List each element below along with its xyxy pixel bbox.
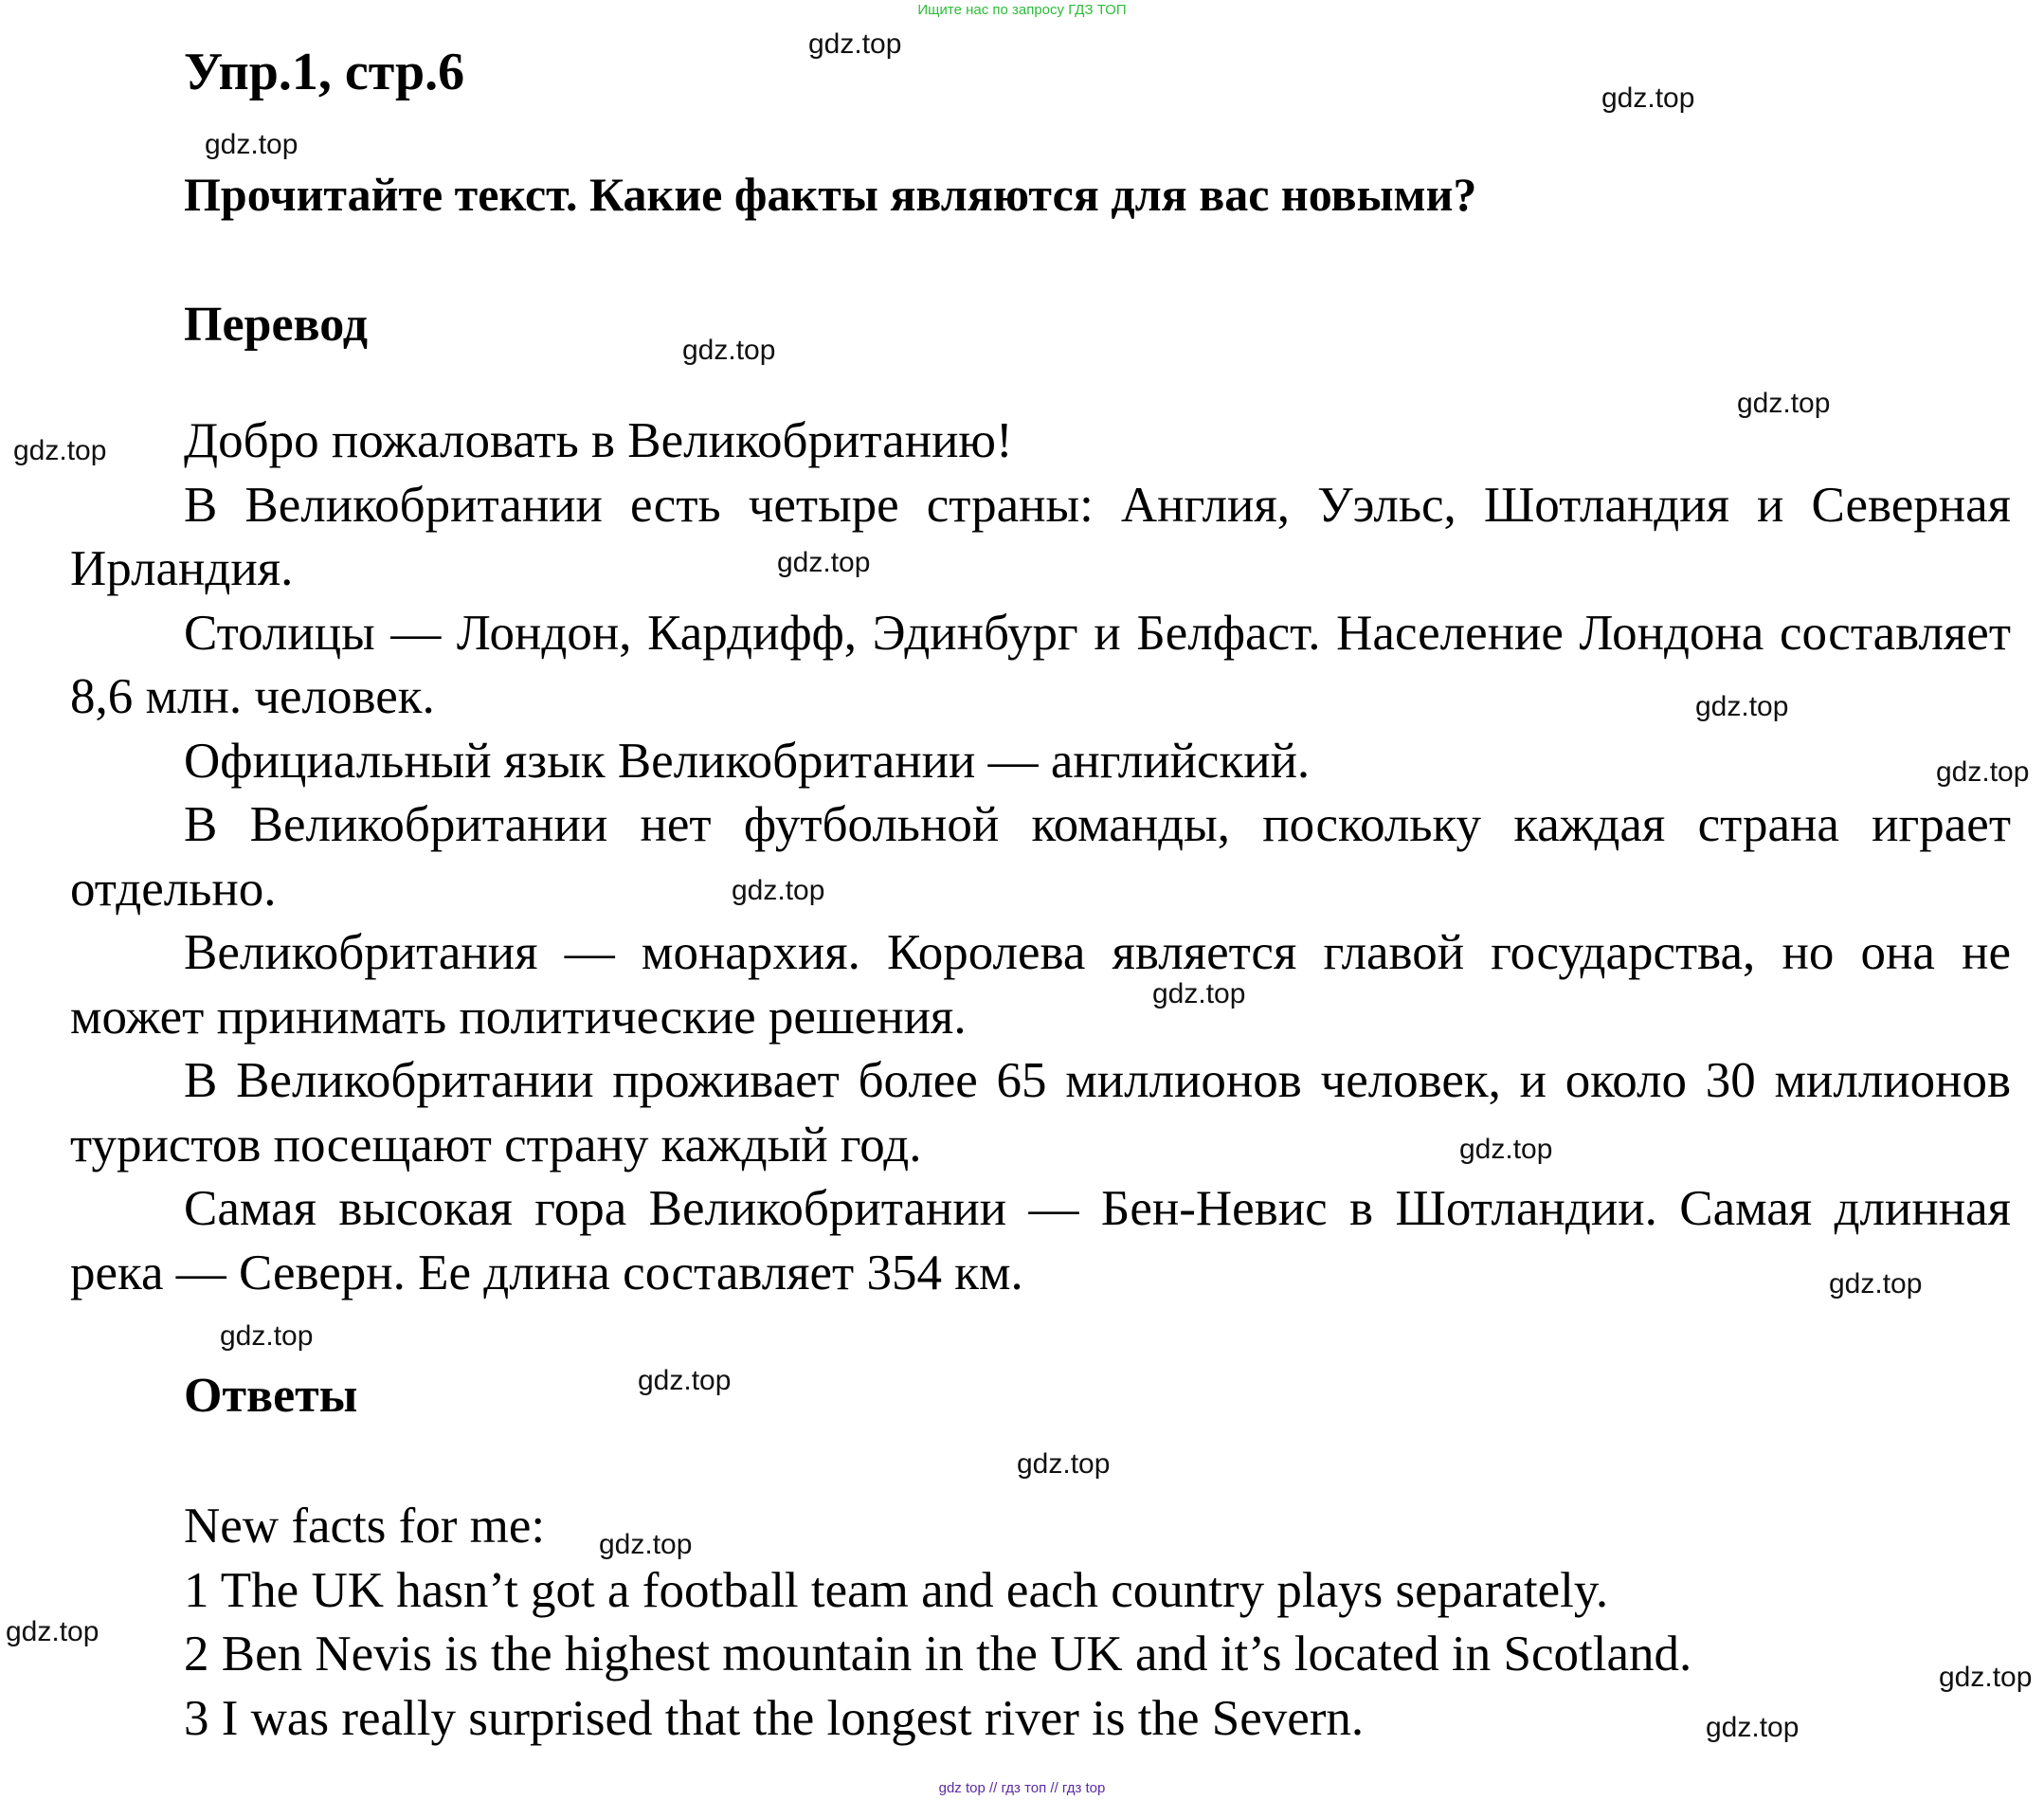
watermark: gdz.top: [1939, 1662, 2033, 1693]
translation-text: [70, 409, 2011, 1305]
watermark: gdz.top: [1601, 82, 1695, 114]
translation-paragraph: Столицы — Лондон, Кардифф, Эдинбург и Белфаст. Население Лондона составляет 8,6 млн. человек.: [70, 605, 2011, 724]
translation-paragraph: В Великобритании есть четыре страны: Англия, Уэльс, Шотландия и Северная Ирландия.: [70, 477, 2011, 596]
watermark: gdz.top: [638, 1365, 732, 1396]
watermark: gdz.top: [682, 335, 776, 366]
exercise-title: Упр.1, стр.6: [184, 43, 465, 101]
answer-item: 2 Ben Nevis is the highest mountain in the UK and it’s located in Scotland.: [184, 1627, 1692, 1682]
watermark: gdz.top: [1737, 388, 1831, 419]
translation-paragraph: Великобритания — монархия. Королева является главой государства, но она не может принимать политические решения.: [70, 925, 2011, 1045]
watermark: gdz.top: [599, 1529, 693, 1560]
watermark: gdz.top: [1706, 1712, 1800, 1743]
bottom-banner: gdz top // гдз топ // гдз top: [938, 1780, 1106, 1796]
watermark: gdz.top: [220, 1320, 314, 1352]
answer-item: 1 The UK hasn’t got a football team and each country plays separately.: [184, 1562, 1609, 1618]
translation-paragraph: Самая высокая гора Великобритании — Бен-Невис в Шотландии. Самая длинная река — Северн. Ее длина составляет 354 км.: [70, 1181, 2011, 1300]
watermark: gdz.top: [1152, 978, 1246, 1009]
watermark: gdz.top: [1936, 756, 2030, 788]
watermark: gdz.top: [1017, 1448, 1111, 1480]
translation-paragraph: В Великобритании проживает более 65 миллионов человек, и около 30 миллионов туристов посещают страну каждый год.: [70, 1053, 2011, 1173]
watermark: gdz.top: [732, 875, 825, 906]
answer-item: 3 I was really surprised that the longest river is the Severn.: [184, 1690, 1365, 1746]
answers-heading: Ответы: [184, 1369, 358, 1423]
watermark: gdz.top: [13, 435, 107, 466]
watermark: gdz.top: [1829, 1268, 1923, 1300]
translation-heading: Перевод: [184, 298, 369, 352]
watermark: gdz.top: [1459, 1134, 1553, 1165]
answers-intro: New facts for me:: [184, 1499, 546, 1554]
watermark: gdz.top: [1695, 691, 1789, 722]
top-banner: Ищите нас по запросу ГДЗ ТОП: [917, 2, 1127, 18]
translation-paragraph: В Великобритании нет футбольной команды, поскольку каждая страна играет отдельно.: [70, 797, 2011, 917]
watermark: gdz.top: [777, 547, 871, 578]
watermark: gdz.top: [808, 28, 902, 60]
translation-paragraph: Официальный язык Великобритании — английский.: [184, 733, 1311, 789]
watermark: gdz.top: [6, 1616, 99, 1647]
watermark: gdz.top: [205, 129, 298, 160]
task-instruction: Прочитайте текст. Какие факты являются для вас новыми?: [184, 168, 1477, 221]
translation-paragraph: Добро пожаловать в Великобританию!: [184, 413, 1013, 468]
